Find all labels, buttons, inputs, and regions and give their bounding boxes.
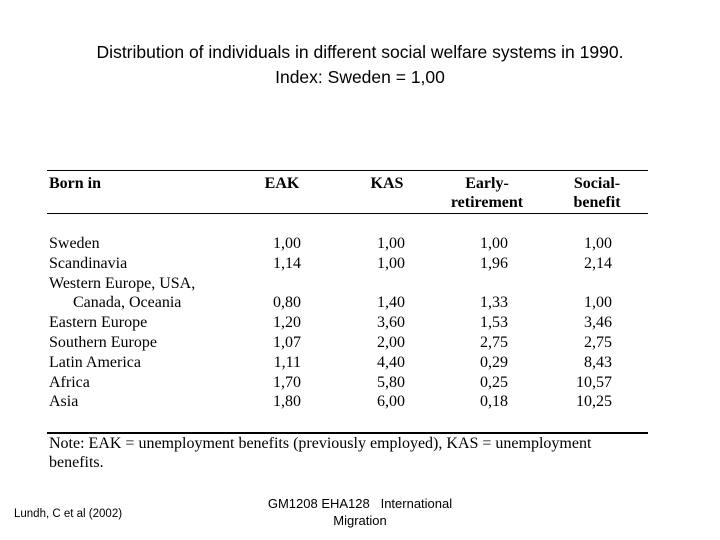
header-early-line-1: Early- <box>465 175 509 192</box>
header-social-line-2: benefit <box>573 194 621 211</box>
cell-kas: 1,00 <box>377 254 405 272</box>
cell-social-benefit: 8,43 <box>584 353 612 371</box>
cell-early-retirement: 0,25 <box>480 373 508 391</box>
cell-eak: 1,07 <box>273 333 301 351</box>
cell-kas: 6,00 <box>377 393 405 411</box>
table-row <box>47 234 648 254</box>
table-row <box>47 333 648 353</box>
row-label: Asia <box>49 393 79 411</box>
header-bottom-rule <box>47 213 648 214</box>
cell-early-retirement: 0,18 <box>480 393 508 411</box>
table-row <box>47 353 648 373</box>
source-citation: Lundh, C et al (2002) <box>14 508 123 520</box>
table-row <box>47 254 648 274</box>
cell-eak: 1,11 <box>273 353 301 371</box>
cell-eak: 1,70 <box>273 373 301 391</box>
row-label: Western Europe, USA, <box>49 274 196 292</box>
cell-eak: 1,14 <box>273 254 301 272</box>
row-label: Eastern Europe <box>49 314 148 332</box>
row-label: Africa <box>49 373 90 391</box>
course-line-2: Migration <box>333 513 387 528</box>
cell-eak: 1,20 <box>273 314 301 332</box>
header-kas: KAS <box>370 175 404 192</box>
row-label: Latin America <box>49 353 141 371</box>
cell-kas: 4,40 <box>377 353 405 371</box>
course-line-1: GM1208 EHA128 International <box>267 496 453 511</box>
cell-early-retirement: 1,33 <box>480 294 508 312</box>
row-label: Southern Europe <box>49 333 157 351</box>
header-social-benefit <box>557 174 637 212</box>
cell-eak: 1,00 <box>273 235 301 252</box>
cell-social-benefit: 2,75 <box>584 333 612 351</box>
title-line-2: Index: Sweden = 1,00 <box>275 67 445 87</box>
table-row <box>47 392 648 412</box>
cell-early-retirement: 1,96 <box>480 254 508 272</box>
slide-title <box>0 40 720 90</box>
cell-kas: 5,80 <box>377 373 405 391</box>
cell-early-retirement: 0,29 <box>480 353 508 371</box>
cell-social-benefit: 2,14 <box>584 254 612 272</box>
cell-eak: 0,80 <box>273 294 301 312</box>
table-top-rule <box>47 170 648 171</box>
cell-early-retirement: 1,00 <box>480 235 508 252</box>
cell-kas: 3,60 <box>377 314 405 332</box>
table-note: Note: EAK = unemployment benefits (previously employed), KAS = unemployment benefits. <box>49 435 592 471</box>
course-footer <box>230 495 490 529</box>
header-early-line-2: retirement <box>450 194 524 211</box>
cell-social-benefit: 10,57 <box>576 373 612 391</box>
cell-social-benefit: 1,00 <box>584 294 612 312</box>
row-label: Scandinavia <box>49 254 128 272</box>
cell-kas: 2,00 <box>377 333 405 351</box>
cell-social-benefit: 10,25 <box>576 393 612 411</box>
table-body <box>47 234 648 412</box>
table-row <box>47 373 648 393</box>
cell-kas: 1,00 <box>377 235 405 252</box>
title-line-1: Distribution of individuals in different social welfare systems in 1990. <box>96 42 624 62</box>
table-row <box>47 293 648 313</box>
row-label: Sweden <box>49 235 100 252</box>
table-row <box>47 313 648 333</box>
header-born-in: Born in <box>49 175 102 192</box>
cell-early-retirement: 2,75 <box>480 333 508 351</box>
header-social-line-1: Social- <box>573 175 621 192</box>
cell-early-retirement: 1,53 <box>480 314 508 332</box>
header-eak: EAK <box>264 175 300 192</box>
cell-kas: 1,40 <box>377 294 405 312</box>
cell-social-benefit: 3,46 <box>584 314 612 332</box>
header-early-retirement <box>432 174 542 212</box>
cell-eak: 1,80 <box>273 393 301 411</box>
row-label: Canada, Oceania <box>73 294 182 312</box>
table-row <box>47 274 648 294</box>
cell-social-benefit: 1,00 <box>584 235 612 252</box>
